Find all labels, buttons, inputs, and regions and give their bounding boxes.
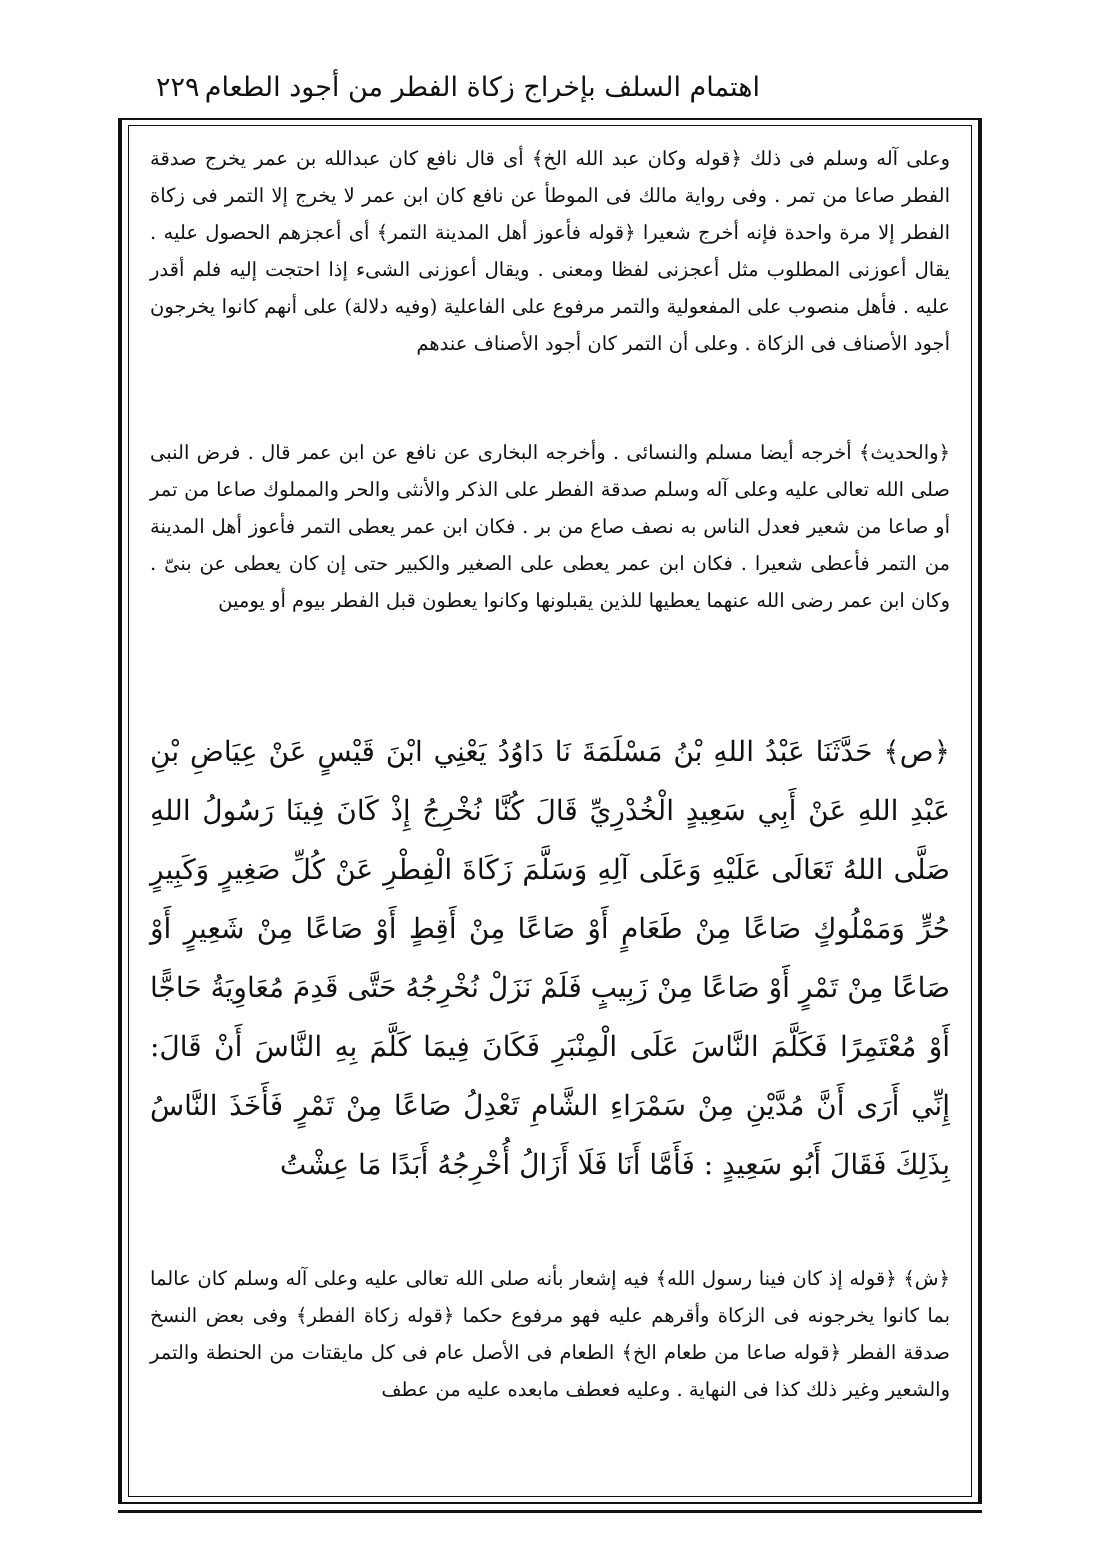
commentary-paragraph: ﴿ش﴾ ﴿قوله إذ كان فينا رسول الله﴾ فيه إشعار بأنه صلى الله تعالى عليه وعلى آله وسلم كان عالما بما كانوا يخرجونه فى الزكاة وأقرهم عليه فهو مرفوع حكما ﴿قوله زكاة الفطر﴾ وفى بعض النسخ صدقة الفطر ﴿قوله صاعا من طعام الخ﴾ الطعام فى الأصل عام فى كل مايقتات من الحنطة والتمر والشعير وغير ذلك كذا فى النهاية . وعليه فعطف مابعده عليه من عطف <box>150 1267 950 1401</box>
page-header <box>120 68 980 114</box>
commentary-block-2 <box>150 434 950 619</box>
running-title: اهتمام السلف بإخراج زكاة الفطر من أجود الطعام <box>204 72 760 103</box>
frame-bottom-rule <box>118 1510 982 1513</box>
commentary-block-3 <box>150 1260 950 1408</box>
hadith-text: ﴿ص﴾ حَدَّثَنَا عَبْدُ اللهِ بْنُ مَسْلَمَةَ نَا دَاوُدُ يَعْنِي ابْنَ قَيْسٍ عَنْ عِيَاضِ بْنِ عَبْدِ اللهِ عَنْ أَبِي سَعِيدٍ الْخُدْرِيِّ قَالَ كُنَّا نُخْرِجُ إِذْ كَانَ فِينَا رَسُولُ اللهِ صَلَّى اللهُ تَعَالَى عَلَيْهِ وَعَلَى آلِهِ وَسَلَّمَ زَكَاةَ الْفِطْرِ عَنْ كُلِّ صَغِيرٍ وَكَبِيرٍ حُرٍّ وَمَمْلُوكٍ صَاعًا مِنْ طَعَامٍ أَوْ صَاعًا مِنْ أَقِطٍ أَوْ صَاعًا مِنْ شَعِيرٍ أَوْ صَاعًا مِنْ تَمْرٍ أَوْ صَاعًا مِنْ زَبِيبٍ فَلَمْ نَزَلْ نُخْرِجُهُ حَتَّى قَدِمَ مُعَاوِيَةُ حَاجًّا أَوْ مُعْتَمِرًا فَكَلَّمَ النَّاسَ عَلَى الْمِنْبَرِ فَكَانَ فِيمَا كَلَّمَ بِهِ النَّاسَ أَنْ قَالَ: إِنِّي أَرَى أَنَّ مُدَّيْنِ مِنْ سَمْرَاءِ الشَّامِ تَعْدِلُ صَاعًا مِنْ تَمْرٍ فَأَخَذَ النَّاسُ بِذَلِكَ فَقَالَ أَبُو سَعِيدٍ : فَأَمَّا أَنَا فَلَا أَزَالُ أُخْرِجُهُ أَبَدًا مَا عِشْتُ <box>150 735 950 1181</box>
commentary-paragraph: وعلى آله وسلم فى ذلك ﴿قوله وكان عبد الله الخ﴾ أى قال نافع كان عبدالله بن عمر يخرج صدقة الفطر صاعا من تمر . وفى رواية مالك فى الموطأ عن نافع كان ابن عمر لا يخرج إلا التمر فى زكاة الفطر إلا مرة واحدة فإنه أخرج شعيرا ﴿قوله فأعوز أهل المدينة التمر﴾ أى أعجزهم الحصول عليه . يقال أعوزنى المطلوب مثل أعجزنى لفظا ومعنى . ويقال أعوزنى الشىء إذا احتجت إليه فلم أقدر عليه . فأهل منصوب على المفعولية والتمر مرفوع على الفاعلية (وفيه دلالة) على أنهم كانوا يخرجون أجود الأصناف فى الزكاة . وعلى أن التمر كان أجود الأصناف عندهم <box>150 147 950 355</box>
hadith-block <box>150 722 950 1194</box>
page-number: ٢٢٩ <box>156 72 200 103</box>
commentary-block-1 <box>150 140 950 362</box>
commentary-paragraph: ﴿والحديث﴾ أخرجه أيضا مسلم والنسائى . وأخرجه البخارى عن نافع عن ابن عمر قال . فرض النبى صلى الله تعالى عليه وعلى آله وسلم صدقة الفطر على الذكر والأنثى والحر والمملوك صاعا من تمر أو صاعا من شعير فعدل الناس به نصف صاع من بر . فكان ابن عمر يعطى التمر فأعوز أهل المدينة من التمر فأعطى شعيرا . فكان ابن عمر يعطى على الصغير والكبير حتى إن كان يعطى عن بنىّ . وكان ابن عمر رضى الله عنهما يعطيها للذين يقبلونها وكانوا يعطون قبل الفطر بيوم أو يومين <box>150 441 950 612</box>
